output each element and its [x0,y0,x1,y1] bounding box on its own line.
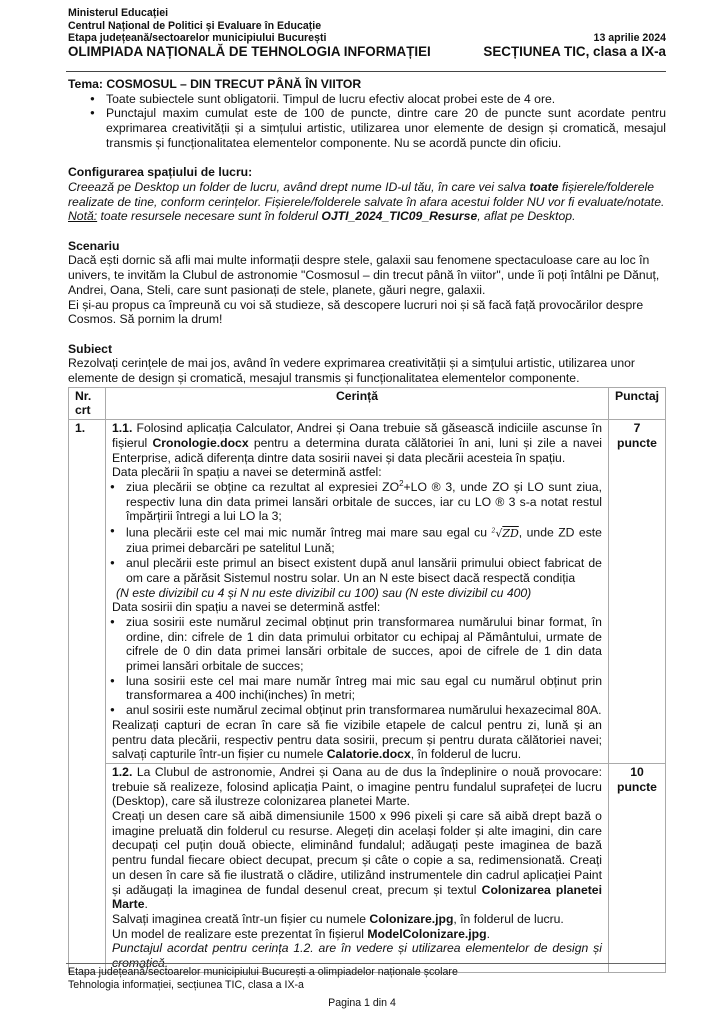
center: Centrul Național de Politici și Evaluare în Educație [68,19,322,32]
points-1-2: 10 puncte [608,763,665,972]
page-header [68,7,666,59]
requirement-1-1: 1.1. Folosind aplicația Calculator, Andrei și Oana trebuie să găsească indiciile ascunse în fișierul Cronologie.docx pentru a determina durata călătoriei în ani, luni și zile a navei Enterprise, adică diferența dintre data sosirii navei și data plecării acesteia în spațiu. Data plecării în spațiu a navei se determină astfel: ● ziua plecării se obține ca rezultat al expresiei $ZO^2+LO$ ® 3, unde ZO și LO sunt ziua, respectiv luna din data primei lansări orbitale de succes, iar cu LO ® 3 s-a notat restul împărțirii întregi a lui LO la 3; ● luna plecării este cel mai mic număr întreg mai mare sau egal cu $^2$√ZD, unde ZD este ziua primei debarcări pe satelitul Lună; ● anul plecării este primul an bisect existent după anul lansării primului obiect fabricat de om care a părăsit Sistemul nostru solar. Un an N este bisect dacă respectă condiția (N este divizibil cu 4 și N nu este divizibil cu 100) sau (N este divizibil cu 400) Data sosirii din spațiu a navei se determină astfel: ● ziua sosirii este numărul zecimal obținut prin transformarea numărului binar format, în ordine, din: cifrele de 1 din data primului orbitator cu echipaj al Pământului, urmate de cifrele de 0 din data primei lansări orbitale de succes, apoi de cifrele de 1 din data primei lansări orbitale de succes; ● luna sosirii este cel mai mare număr întreg mai mic sau egal cu numărul obținut prin transformarea a 400 inchi(inches) în metri; ● anul sosirii este numărul zecimal obținut prin transformarea numărului hexazecimal 80A. Realizați capturi de ecran în care să fie vizibile etapele de calcul pentru zi, lună și an pentru data plecării, respectiv pentru data sosirii, precum și pentru durata călătoriei navei; salvați capturile într-un fișier cu numele Calatorie.docx, în folderul de lucru. [106,420,609,764]
olympiad-title: OLIMPIADA NAȚIONALĂ DE TEHNOLOGIA INFORMAȚIEI [68,43,431,59]
page-footer: Etapa județeană/sectoarelor municipiului București a olimpiadelor naționale școlare Tehnologia informației, secțiunea TIC, clasa a IX-a [68,966,458,991]
rule-item: ● Toate subiectele sunt obligatorii. Timpul de lucru efectiv alocat probei este de 4 ore. [92,92,666,107]
table-header-row [69,387,666,419]
page-number: Pagina 1 din 4 [328,997,396,1009]
requirement-1-2: 1.2. La Clubul de astronomie, Andrei și Oana au de dus la îndeplinire o nouă provocare: trebuie să realizeze, folosind aplicația Paint, o imagine pentru fundalul suprafeței de lucru (Desktop), care să ilustreze colonizarea planetei Marte. Creați un desen care să aibă dimensiunile 1500 x 996 pixeli și care să aibă drept bază o imagine preluată din folderul cu resurse. Alegeți din același folder și alte imagini, din care decupați cel puțin două obiecte, eliminând fundalul; adăugați peste imaginea de bază pentru fundal fiecare obiect decupat, precum și câte o copie a sa, redimensionată. Creați un desen în care să fie ilustrată o clădire, utilizând instrumentele din cadrul aplicației Paint și adăugați la imaginea de fundal desenul creat, precum și textul Colonizarea planetei Marte. Salvați imaginea creată într-un fișier cu numele Colonizare.jpg, în folderul de lucru. Un model de realizare este prezentat în fișierul ModelColonizare.jpg. Punctajul acordat pentru cerința 1.2. are în vedere și utilizarea elementelor de design și cromatică. [106,763,609,972]
requirements-table [68,387,666,973]
scenario-p2: Ei și-au propus ca împreună cu voi să studieze, să descopere lucruri noi și să facă față provocărilor despre Cosmos. Să pornim la drum! [68,297,644,327]
date: 13 aprilie 2024 [593,32,666,45]
rules-list [68,92,666,151]
file-name: Cronologie.docx [152,435,249,450]
section-title: SECȚIUNEA TIC, clasa a IX-a [483,43,666,59]
table-row [69,420,666,764]
header-divider [66,71,666,72]
workspace-heading: Configurarea spațiului de lucru: [68,165,253,180]
col-points: Punctaj [608,387,665,419]
file-name: ModelColonizare.jpg [367,926,487,941]
root-expression: $^2$√ZD [491,526,519,540]
resource-folder: OJTI_2024_TIC09_Resurse [321,209,478,224]
col-nr: Nr. crt [69,387,106,419]
footer-divider [66,963,666,964]
subject-intro: Rezolvați cerințele de mai jos, având în vedere exprimarea creativității și a simțului artistic, utilizarea unor elemente de design și cromatică, mesajul transmis și funcționalitatea elementelor componente. [68,356,635,386]
subject-heading: Subiect [68,341,113,356]
content [68,77,666,973]
file-name: Calatorie.docx [326,747,411,762]
ministry: Ministerul Educației [68,7,169,19]
rule-item: ● Punctajul maxim cumulat este de 100 de puncte, dintre care 20 de puncte sunt acordate pentru exprimarea creativității și a simțului artistic, utilizarea unor elemente de design și cromatică, mesajul transmis și funcționalitatea elementelor componente. Nu se acordă puncte din oficiu. [92,106,666,150]
row-number: 1. [69,420,106,973]
file-name: Colonizare.jpg [369,911,454,926]
theme-title: Tema: COSMOSUL – DIN TRECUT PÂNĂ ÎN VIITOR [68,77,362,91]
table-row [69,763,666,972]
stage: Etapa județeană/sectoarelor municipiului București [68,32,327,45]
points-1-1: 7 puncte [608,420,665,764]
scenario-p1: Dacă ești dornic să afli mai multe informații despre stele, galaxii sau fenomene spectaculoase care au loc în univers, te invităm la Clubul de astronomie "Cosmosul – din trecut până în viitor", unde îi poți întâlni pe Dănuț, Andrei, Oana, Steli, care sunt pasionați de stele, planete, găuri negre, galaxii. [68,253,660,297]
col-requirement: Cerință [106,387,609,419]
workspace-text: Creează pe Desktop un folder de lucru, având drept nume ID-ul tău, în care vei salva toate fișierele/folderele realizate de tine, conform cerințelor. Fișierele/folderele salvate în afara acestui folder NU vor fi evaluate/notate. Notă: toate resursele necesare sunt în folderul OJTI_2024_TIC09_Resurse, aflat pe Desktop. [68,179,665,224]
scenario-heading: Scenariu [68,238,120,253]
